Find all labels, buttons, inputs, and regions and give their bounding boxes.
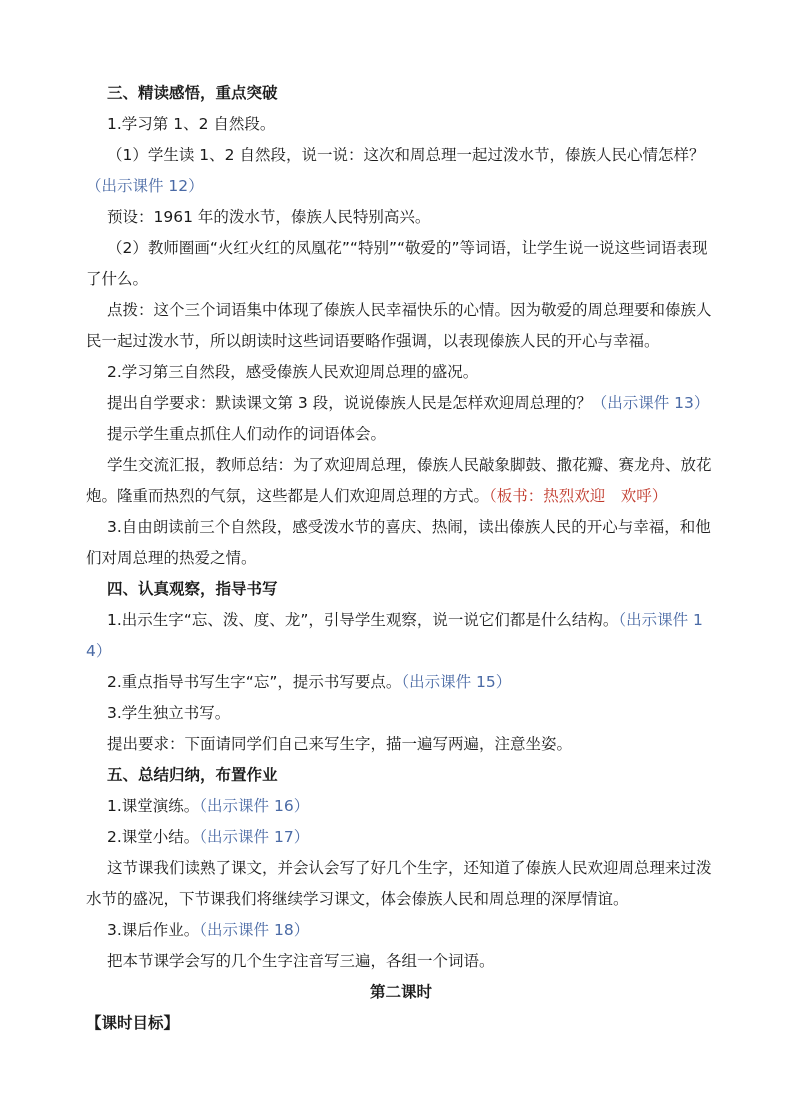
teacher-summary-text: 学生交流汇报，教师总结：为了欢迎周总理，傣族人民敲象脚鼓、撒花瓣、赛龙舟、放花炮。隆重而热烈的气氛，这些都是人们欢迎周总理的方式。 <box>86 456 712 505</box>
courseware-ref-17: （出示课件 17） <box>199 828 310 846</box>
teacher-tip: 点拨：这个三个词语集中体现了傣族人民幸福快乐的心情。因为敬爱的周总理要和傣族人民一起过泼水节，所以朗读时这些词语要略作强调，以表现傣族人民的开心与幸福。 <box>86 301 712 350</box>
question-1 <box>86 140 716 202</box>
courseware-ref-14: （出示课件 14） <box>86 611 703 660</box>
section-heading-reading: 三、精读感悟，重点突破 <box>107 84 278 102</box>
homework: 把本节课学会写的几个生字注音写三遍，各组一个词语。 <box>107 952 495 970</box>
summary-step-3 <box>86 915 716 946</box>
step-2-title: 2.学习第三自然段，感受傣族人民欢迎周总理的盛况。 <box>107 363 479 381</box>
courseware-ref-13: （出示课件 13） <box>591 394 710 412</box>
document-body <box>86 78 716 1039</box>
lesson-2-title: 第二课时 <box>369 983 432 1001</box>
writing-step-2 <box>86 667 716 698</box>
step-1-title: 1.学习第 1、2 自然段。 <box>107 115 276 133</box>
writing-requirement: 提出要求：下面请同学们自己来写生字，描一遍写两遍，注意坐姿。 <box>107 735 573 753</box>
summary-step-2 <box>86 822 716 853</box>
summary-step-1 <box>86 791 716 822</box>
courseware-ref-15: （出示课件 15） <box>401 673 512 691</box>
self-study-text: 提出自学要求：默读课文第 3 段，说说傣族人民是怎样欢迎周总理的？ <box>107 394 592 412</box>
summary-step-3-text: 3.课后作业。 <box>107 921 200 939</box>
section-heading-summary: 五、总结归纳，布置作业 <box>107 766 278 784</box>
self-study-requirement <box>86 388 716 419</box>
lesson-summary: 这节课我们读熟了课文，并会认会写了好几个生字，还知道了傣族人民欢迎周总理来过泼水节的盛况，下节课我们将继续学习课文，体会傣族人民和周总理的深厚情谊。 <box>86 859 712 908</box>
section-heading-writing: 四、认真观察，指导书写 <box>107 580 278 598</box>
writing-step-2-text: 2.重点指导书写生字“忘”，提示书写要点。 <box>107 673 402 691</box>
lesson-goal-heading: 【课时目标】 <box>86 1014 180 1032</box>
step-3-text: 3.自由朗读前三个自然段，感受泼水节的喜庆、热闹，读出傣族人民的开心与幸福，和他们对周总理的热爱之情。 <box>86 518 711 567</box>
teacher-summary <box>86 450 716 512</box>
summary-step-1-text: 1.课堂演练。 <box>107 797 200 815</box>
writing-step-1 <box>86 605 716 667</box>
courseware-ref-16: （出示课件 16） <box>199 797 310 815</box>
summary-step-2-text: 2.课堂小结。 <box>107 828 200 846</box>
board-note: （板书：热烈欢迎 欢呼） <box>489 487 668 505</box>
courseware-ref-18: （出示课件 18） <box>199 921 310 939</box>
writing-step-1-text: 1.出示生字“忘、泼、度、龙”，引导学生观察，说一说它们都是什么结构。 <box>107 611 619 629</box>
question-1-text: （1）学生读 1、2 自然段，说一说：这次和周总理一起过泼水节，傣族人民心情怎样？ <box>107 146 705 164</box>
courseware-ref-12: （出示课件 12） <box>86 177 204 195</box>
student-hint: 提示学生重点抓住人们动作的词语体会。 <box>107 425 387 443</box>
question-2: （2）教师圈画“火红火红的凤凰花”“特别”“敬爱的”等词语，让学生说一说这些词语表现了什么。 <box>86 239 708 288</box>
writing-step-3: 3.学生独立书写。 <box>107 704 231 722</box>
preset-answer: 预设：1961 年的泼水节，傣族人民特别高兴。 <box>107 208 431 226</box>
